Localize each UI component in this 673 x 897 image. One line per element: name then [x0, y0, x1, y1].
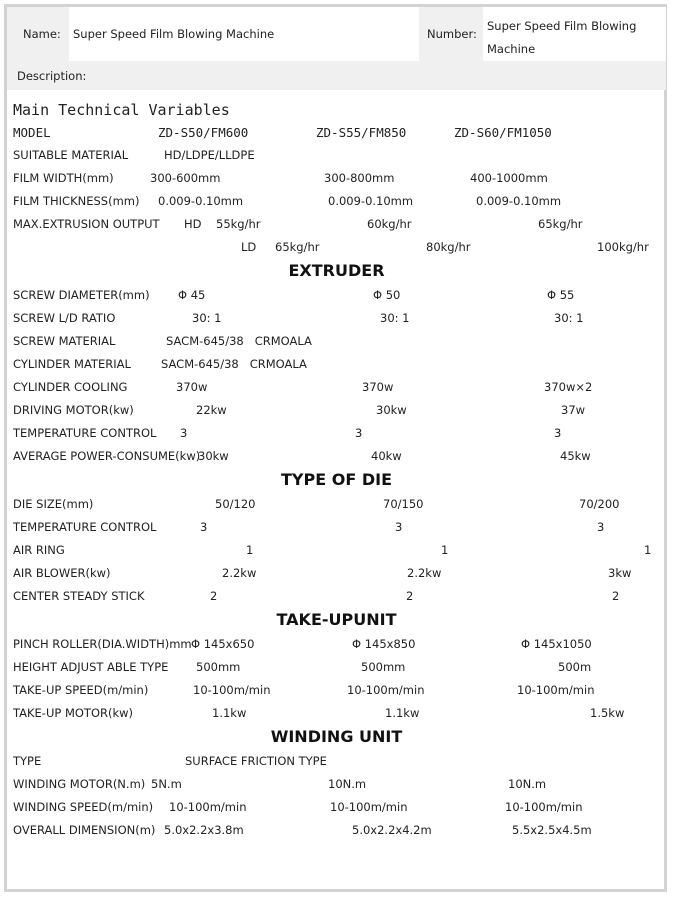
spec-value: 400-1000mm: [470, 171, 548, 185]
spec-value: 5.0x2.2x4.2m: [352, 823, 432, 837]
name-label: Name:: [7, 7, 69, 61]
spec-value: 30: 1: [554, 311, 584, 325]
spec-value: 65kg/hr: [275, 240, 320, 254]
spec-value: 1.5kw: [590, 706, 625, 720]
spec-value: 10-100m/min: [347, 683, 425, 697]
spec-value: 70/200: [579, 497, 620, 511]
spec-value: 10N.m: [508, 777, 547, 791]
spec-value: 30: 1: [192, 311, 222, 325]
spec-value: 30: 1: [380, 311, 410, 325]
spec-label: AIR BLOWER(kw): [13, 566, 111, 580]
spec-value: 10-100m/min: [505, 800, 583, 814]
spec-value: 300-800mm: [324, 171, 395, 185]
spec-value: 3: [554, 426, 562, 440]
spec-label: WINDING MOTOR(N.m): [13, 777, 146, 791]
spec-label: OVERALL DIMENSION(m): [13, 823, 156, 837]
spec-value: 55kg/hr: [216, 217, 261, 231]
spec-value: 0.009-0.10mm: [476, 194, 562, 208]
spec-label: FILM THICKNESS(mm): [13, 194, 140, 208]
spec-value: HD/LDPE/LLDPE: [164, 148, 255, 162]
section-heading-takeup: TAKE-UPUNIT: [276, 610, 397, 629]
spec-value: 2: [612, 589, 620, 603]
spec-sublabel: HD: [184, 217, 202, 231]
spec-value: 2: [210, 589, 218, 603]
spec-value: 10N.m: [328, 777, 367, 791]
spec-label: PINCH ROLLER(DIA.WIDTH)mm: [13, 637, 192, 651]
spec-value: 1: [644, 543, 652, 557]
spec-value: 1: [441, 543, 449, 557]
spec-value: 10-100m/min: [169, 800, 247, 814]
spec-value: 3: [180, 426, 188, 440]
spec-value: 2.2kw: [407, 566, 442, 580]
model-3: ZD-S60/FM1050: [454, 125, 552, 140]
spec-label: CENTER STEADY STICK: [13, 589, 145, 603]
spec-value: 500mm: [361, 660, 406, 674]
spec-value: Φ 145x1050: [521, 637, 592, 651]
spec-value: 3: [355, 426, 363, 440]
spec-value: 70/150: [383, 497, 424, 511]
spec-label: SUITABLE MATERIAL: [13, 148, 129, 162]
spec-value: 22kw: [196, 403, 227, 417]
spec-label: SCREW DIAMETER(mm): [13, 288, 150, 302]
spec-value: 3: [597, 520, 605, 534]
spec-value: 50/120: [215, 497, 256, 511]
spec-value: 2.2kw: [222, 566, 257, 580]
spec-label: HEIGHT ADJUST ABLE TYPE: [13, 660, 169, 674]
spec-value: 65kg/hr: [538, 217, 583, 231]
spec-value: 3: [200, 520, 208, 534]
spec-value: 80kg/hr: [426, 240, 471, 254]
spec-value: Φ 45: [178, 288, 206, 302]
spec-value: 10-100m/min: [330, 800, 408, 814]
spec-value: 3: [395, 520, 403, 534]
spec-value: SURFACE FRICTION TYPE: [185, 754, 327, 768]
spec-value: 30kw: [198, 449, 229, 463]
spec-value: 10-100m/min: [517, 683, 595, 697]
spec-label: TYPE: [13, 754, 42, 768]
spec-value: 37w: [561, 403, 586, 417]
spec-label: CYLINDER COOLING: [13, 380, 128, 394]
spec-value: 500mm: [196, 660, 241, 674]
description-label: Description:: [7, 61, 666, 90]
spec-value: 5.0x2.2x3.8m: [164, 823, 244, 837]
spec-value: 500m: [558, 660, 592, 674]
spec-value: 30kw: [376, 403, 407, 417]
spec-label: TEMPERATURE CONTROL: [13, 426, 157, 440]
spec-value: 300-600mm: [150, 171, 221, 185]
spec-label: DRIVING MOTOR(kw): [13, 403, 134, 417]
spec-label: AVERAGE POWER-CONSUME(kw): [13, 449, 201, 463]
spec-value: 5.5x2.5x4.5m: [512, 823, 592, 837]
title-text: Main Technical Variables: [13, 101, 230, 119]
spec-value: 40kw: [371, 449, 402, 463]
spec-label: SCREW MATERIAL: [13, 334, 116, 348]
spec-value: Φ 50: [373, 288, 401, 302]
section-heading-extruder: EXTRUDER: [288, 261, 385, 280]
spec-value: 1.1kw: [385, 706, 420, 720]
spec-value: 1.1kw: [212, 706, 247, 720]
spec-label: TEMPERATURE CONTROL: [13, 520, 157, 534]
spec-label: AIR RING: [13, 543, 65, 557]
spec-label: FILM WIDTH(mm): [13, 171, 114, 185]
spec-value: 100kg/hr: [597, 240, 649, 254]
spec-label: TAKE-UP SPEED(m/min): [13, 683, 149, 697]
spec-value: Φ 145x650: [191, 637, 255, 651]
spec-value: 370w×2: [544, 380, 593, 394]
spec-value: 370w: [362, 380, 394, 394]
spec-value: 370w: [176, 380, 208, 394]
spec-value: 1: [246, 543, 254, 557]
spec-value: 45kw: [560, 449, 591, 463]
spec-value: 2: [406, 589, 414, 603]
spec-value: SACM-645/38 CRMOALA: [161, 357, 307, 371]
spec-value: Φ 145x850: [352, 637, 416, 651]
number-label: Number:: [419, 7, 483, 61]
spec-sublabel: LD: [241, 240, 257, 254]
spec-value: 5N.m: [151, 777, 182, 791]
spec-value: SACM-645/38 CRMOALA: [166, 334, 312, 348]
spec-value: 0.009-0.10mm: [158, 194, 244, 208]
spec-label: SCREW L/D RATIO: [13, 311, 116, 325]
product-header: [7, 7, 666, 90]
spec-value: Φ 55: [547, 288, 575, 302]
spec-label: CYLINDER MATERIAL: [13, 357, 131, 371]
model-2: ZD-S55/FM850: [316, 125, 407, 140]
spec-value: 60kg/hr: [367, 217, 412, 231]
spec-value: 0.009-0.10mm: [328, 194, 414, 208]
spec-value: 10-100m/min: [193, 683, 271, 697]
spec-label: MAX.EXTRUSION OUTPUT: [13, 217, 160, 231]
name-value: Super Speed Film Blowing Machine: [69, 7, 419, 61]
spec-label: DIE SIZE(mm): [13, 497, 94, 511]
model-label: MODEL: [13, 125, 51, 140]
spec-value: 3kw: [608, 566, 632, 580]
spec-label: TAKE-UP MOTOR(kw): [13, 706, 134, 720]
spec-label: WINDING SPEED(m/min): [13, 800, 154, 814]
section-heading-winding: WINDING UNIT: [270, 727, 403, 746]
model-1: ZD-S50/FM600: [158, 125, 249, 140]
section-heading-die: TYPE OF DIE: [281, 470, 392, 489]
number-value: Super Speed Film Blowing Machine: [483, 7, 666, 61]
